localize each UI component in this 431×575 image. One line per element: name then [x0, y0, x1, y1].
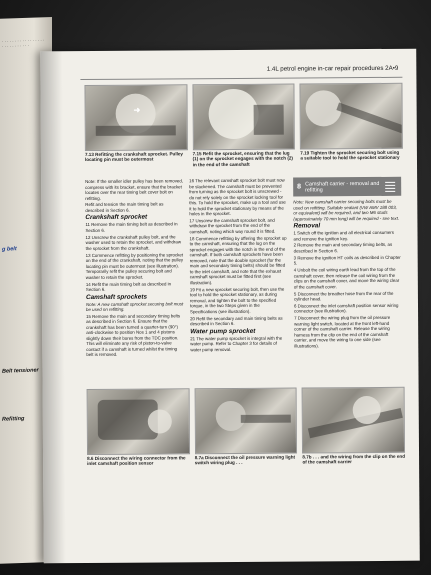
section-heading: Camshaft sprockets	[85, 293, 148, 301]
paragraph: 4 Unbolt the coil wiring earth lead from the top of the camshaft cover, then release the coil wiring from the clips on the camshaft cover, and move the wiring clear of the camshaft cover.	[293, 267, 400, 290]
paragraph: 20 Refit the secondary and main timing belts as described in Section 6.	[190, 315, 283, 327]
left-page-text: · · · · · · · · · · · · · · · · · · · · · · · · · · · ·	[2, 37, 45, 49]
text-column-2	[189, 178, 288, 354]
paragraph: 6 Disconnect the inlet camshaft position sensor wiring connector (see illustration).	[293, 302, 399, 315]
photo-crankshaft-sprocket	[84, 84, 187, 151]
note: Note: New camshaft carrier securing bolts must be used on refitting. Suitable sealant (VW AMV 188 003, or equivalent) will be required, and two M6 studs (approximately 70 mm long) will be required - see text.	[293, 198, 400, 222]
photo-wiring-clip	[302, 387, 405, 454]
paragraph: 16 The relevant camshaft sprocket bolt must now be slackened. The camshaft must be prevented from turning as the sprocket bolt is unscrewed - do not rely solely on the sprocket locking tool for this. To hold the sprocket, make up a tool and use it to hold the sprocket stationary by means of the holes in the sprocket.	[189, 177, 286, 217]
section-title: Camshaft carrier - removal and refitting	[305, 180, 380, 193]
photo-oil-pressure-switch	[194, 388, 297, 455]
left-page-heading: Refitting	[2, 415, 25, 423]
pointer-arrow-icon: ➜	[133, 105, 141, 115]
left-page-heading: Belt tensioner	[2, 367, 39, 375]
paragraph: 5 Disconnect the breather hose from the rear of the cylinder head.	[293, 290, 394, 302]
paragraph: 7 Disconnect the wiring plug from the oil pressure warning light switch, located at the front left-hand corner of the camshaft carrier. Release the wiring harness from the clip on the end of the camshaft carrier, and move the wiring to one side (see illustrations).	[294, 315, 391, 349]
paragraph: 18 Commence refitting by offering the sprocket up to the camshaft, ensuring that the lug on the sprocket engages with the notch in the end of the camshaft. If both camshaft sprockets have been removed, note that the double sprocket (for the main and secondary timing belts) should be fitted to the inlet camshaft, and note that the exhaust camshaft sprocket must be fitted first (see illustration).	[189, 235, 287, 286]
page-gutter-shadow	[40, 51, 66, 563]
spanner-rating-icon	[383, 180, 397, 192]
photo-row-bottom	[87, 387, 405, 455]
paragraph: 2 Remove the main and secondary timing belts, as described in Section 6.	[293, 242, 393, 254]
paragraph: 17 Unscrew the camshaft sprocket bolt, and withdraw the sprocket from the end of the camshaft, noting which way round it is fitted.	[189, 217, 276, 235]
page-header: 1.4L petrol engine in-car repair procedures 2A•9	[266, 64, 399, 73]
photo-caption: 8.6 Disconnect the wiring connector from the inlet camshaft position sensor	[87, 455, 186, 467]
text-column-1	[85, 178, 184, 359]
photo-camshaft-sensor	[87, 388, 190, 455]
section-heading: Removal	[293, 222, 321, 230]
photo-caption: 8.7a Disconnect the oil pressure warning light switch wiring plug . . .	[194, 454, 296, 466]
section-number: 8	[297, 183, 302, 191]
caption-row-top	[85, 150, 403, 168]
paragraph: Note: If the smaller idler pulley has been removed, compress with its bracket, ensure that the bracket locates over the rear timing belt cover bolt on refitting.	[85, 178, 184, 201]
paragraph: 12 Unscrew the crankshaft pulley bolt, and the washer used to retain the sprocket, and withdraw the sprocket from the crankshaft.	[85, 234, 182, 251]
photo-caption: 8.7b . . . and the wiring from the clip on the end of the camshaft carrier	[302, 453, 406, 465]
paragraph: 19 Fit a new sprocket securing bolt, then use the tool to hold the sprocket stationary, as during removal, and tighten the bolt to the specified torque, in the two Steps given in the Specifications (see illustration).	[189, 286, 285, 314]
paragraph: 21 The water pump sprocket is integral with the water pump. Refer to Chapter 3 for details of water pump removal.	[190, 335, 283, 352]
caption-row-bottom	[87, 454, 405, 467]
manual-page	[40, 49, 420, 564]
photo-camshaft-sprocket-lug	[192, 84, 295, 151]
note: Note: A new camshaft sprocket securing bolt must be used on refitting.	[85, 300, 184, 313]
photo-caption: 7.15 Refit the sprocket, ensuring that the lug (1) on the sprocket engages with the notch (2) in the end of the camshaft	[192, 150, 293, 168]
text-column-3	[293, 177, 402, 350]
paragraph: 11 Remove the main timing belt as described in Section 6.	[85, 221, 178, 233]
section-heading: Crankshaft sprocket	[85, 213, 148, 222]
photo-sprocket-bolt-tool	[300, 83, 403, 150]
paragraph: Refit and tension the main timing belt as described in Section 6.	[85, 201, 164, 213]
paragraph: 3 Remove the ignition HT coils as described in Chapter 5.	[293, 254, 401, 266]
photo-caption: 7.19 Tighten the sprocket securing bolt using a suitable tool to hold the sprocket stationary	[300, 149, 400, 161]
paragraph: 15 Remove the main and secondary timing belts as described in Section 6. Ensure that the crankshaft has been turned a quarter-turn (90°) anti-clockwise to position Nos 1 and 4 pistons slightly down their bores from the TDC position. This will eliminate any risk of piston-to-valve contact if a camshaft is turned whilst the timing belt is removed.	[86, 313, 181, 358]
paragraph: 13 Commence refitting by positioning the sprocket on the end of the crankshaft, noting that the pulley locating pin must be outermost (see illustration). Temporarily refit the pulley securing bolt and washer to retain the sprocket.	[85, 251, 184, 280]
photo-row-top	[84, 83, 402, 151]
header-rule	[80, 77, 402, 80]
left-page-heading: g belt	[2, 246, 17, 253]
photo-caption: 7.13 Refitting the crankshaft sprocket. Pulley locating pin must be outermost	[84, 151, 183, 163]
section-box-header	[293, 177, 401, 197]
paragraph: 1 Switch off the ignition and all electrical consumers and remove the ignition key.	[293, 229, 394, 242]
paragraph: 14 Refit the main timing belt as described in Section 6.	[85, 280, 172, 293]
section-heading: Water pump sprocket	[190, 327, 256, 335]
